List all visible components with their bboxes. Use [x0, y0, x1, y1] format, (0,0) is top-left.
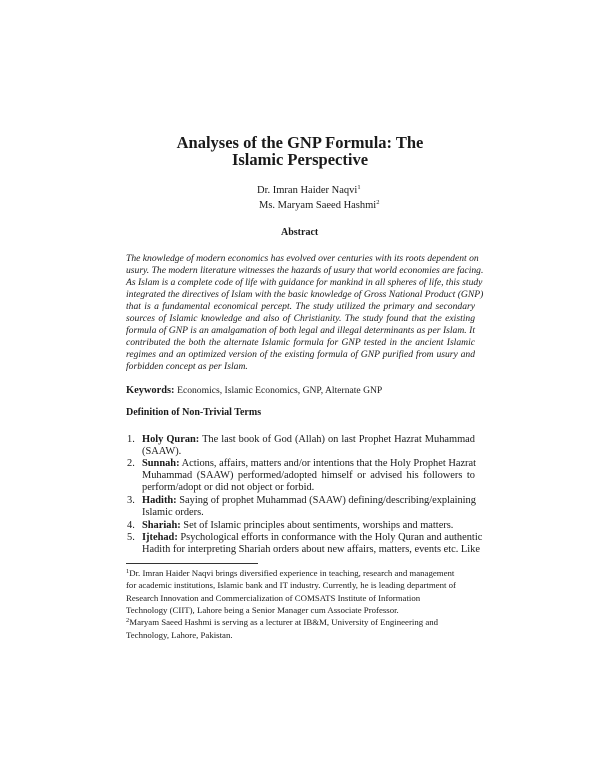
footnote-line [126, 629, 472, 641]
abstract-line: that is a fundamental economical percept. The study utilized the primary and secondary [126, 301, 475, 312]
definition-text: Actions, affairs, matters and/or intentions that the Holy Prophet Hazrat [181, 458, 477, 469]
list-number: 5. [127, 532, 135, 543]
footnote-text: Technology, Lahore, Pakistan. [126, 629, 233, 640]
abstract-line: usury. The modern literature witnesses the hazards of usury that world economies are facing. [126, 265, 484, 276]
definition-term: Hadith: [142, 495, 177, 506]
list-number: 4. [127, 520, 135, 531]
list-item-line [142, 520, 475, 532]
definition-text: (SAAW). [142, 446, 182, 458]
list-item-line [142, 532, 483, 544]
author-name: Dr. Imran Haider Naqvi [257, 185, 358, 196]
list-item-line [142, 482, 475, 494]
footnote-line [126, 604, 472, 616]
title-line-2: Islamic Perspective [231, 150, 369, 169]
keywords [126, 385, 382, 397]
definition-text: Set of Islamic principles about sentiments, worships and matters. [183, 520, 454, 531]
author-2 [259, 200, 379, 211]
footnote-line [126, 592, 472, 604]
footnote-line [126, 567, 472, 579]
list-item-line [142, 495, 475, 507]
abstract-line: formula of GNP is an amalgamation of both legal and illegal determinants as per Islam. It [126, 325, 475, 336]
footnote-ref[interactable]: 1 [357, 184, 361, 191]
list-number: 3. [127, 495, 135, 506]
abstract-line: contributed the both the alternate Islamic formula for GNP tested in the ancient Islamic [126, 337, 475, 348]
footnote-line [126, 616, 472, 628]
abstract-heading: Abstract [281, 227, 319, 238]
abstract-line: integrated the directives of Islam with the basic knowledge of Gross National Product (GNP) [126, 289, 484, 300]
footnote-number: 2 [126, 617, 130, 625]
list-number: 1. [127, 434, 135, 445]
list-item-line [142, 434, 475, 446]
author-1 [257, 185, 361, 196]
footnote-text: Maryam Saeed Hashmi is serving as a lecturer at IB&M, University of Engineering and [129, 617, 439, 628]
footnote-text: Technology (CIIT), Lahore being a Senior Manager cum Associate Professor. [126, 604, 399, 615]
keywords-value: Economics, Islamic Economics, GNP, Alternate GNP [177, 385, 383, 396]
definition-term: Ijtehad: [142, 532, 178, 543]
definition-text: Saying of prophet Muhammad (SAAW) defining/describing/explaining [179, 495, 476, 506]
abstract-line: regimes and an optimized version of the existing formula of GNP purified from usury and [126, 349, 475, 360]
footnote-text: Research Innovation and Commercialization of COMSATS Institute of Information [126, 592, 421, 603]
list-item-line [142, 544, 480, 556]
abstract-line: The knowledge of modern economics has evolved over centuries with its roots dependent on [126, 253, 479, 264]
footnote-text: for academic institutions, Islamic bank and IT industry. Currently, he is leading department of [126, 580, 456, 591]
definition-term: Sunnah: [142, 458, 180, 469]
definition-term: Holy Quran: [142, 434, 200, 445]
definition-text: Psychological efforts in conformance with the Holy Quran and authentic [180, 532, 483, 543]
list-item-line [142, 470, 475, 482]
list-item-line [142, 458, 475, 470]
title-line-1: Analyses of the GNP Formula: The [176, 133, 424, 152]
footnote-ref[interactable]: 2 [376, 199, 380, 206]
footnote-number: 1 [126, 568, 130, 575]
abstract-line: As Islam is a complete code of life with guidance for mankind in all spheres of life, this study [126, 277, 483, 288]
footnote-line [126, 579, 472, 591]
definition-text: Muhammad (SAAW) performed/adopted himself or advised his followers to [142, 470, 475, 482]
abstract-line: sources of Islamic knowledge and also of Christianity. The study found that the existing [126, 313, 475, 324]
definition-text: Hadith for interpreting Shariah orders about new affairs, matters, events etc. Like [142, 544, 480, 556]
footnote-divider [126, 563, 258, 564]
abstract-line: forbidden concept as per Islam. [126, 361, 248, 372]
definition-text: perform/adopt or did not object or forbid. [142, 482, 315, 494]
list-number: 2. [127, 458, 135, 469]
definition-text: Islamic orders. [142, 507, 204, 519]
keywords-label: Keywords: [126, 385, 175, 396]
footnote-text: Dr. Imran Haider Naqvi brings diversified experience in teaching, research and management [129, 568, 455, 578]
list-item-line [142, 507, 475, 519]
author-name: Ms. Maryam Saeed Hashmi [259, 200, 377, 211]
definition-term: Shariah: [142, 520, 181, 531]
definitions-heading: Definition of Non-Trivial Terms [126, 407, 262, 418]
list-item-line [142, 446, 475, 458]
definition-text: The last book of God (Allah) on last Prophet Hazrat Muhammad [202, 434, 475, 445]
